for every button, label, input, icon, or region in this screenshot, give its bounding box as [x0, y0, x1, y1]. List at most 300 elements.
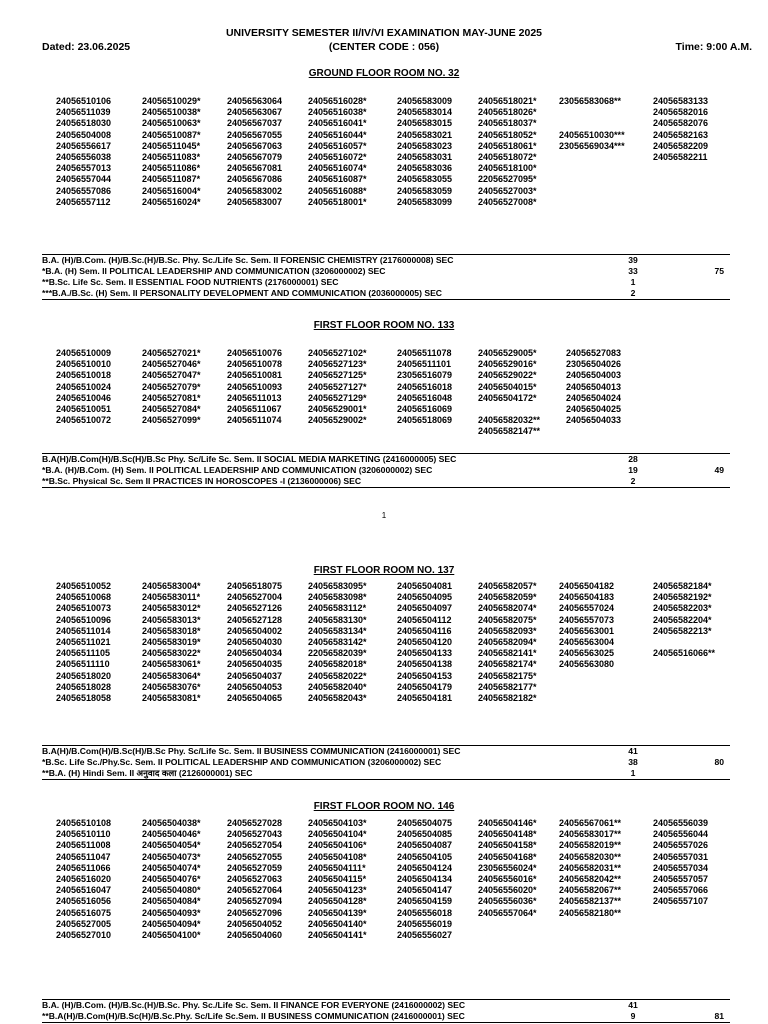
roll-column: [142, 581, 201, 704]
roll-number: 24056582184*: [653, 581, 712, 591]
roll-number: 24056504181: [397, 693, 453, 704]
roll-number: 24056504060: [227, 930, 283, 941]
roll-number: 24056527046*: [142, 359, 201, 370]
roll-number: 24056582192*: [653, 592, 712, 603]
roll-number: 24056510051: [56, 404, 112, 415]
roll-column: [559, 96, 625, 152]
roll-number: 24056527028: [227, 818, 283, 828]
roll-number: 24056556020*: [478, 885, 537, 896]
roll-number: 24056516020: [56, 874, 112, 885]
roll-number: 24056504147: [397, 885, 453, 896]
room-title: FIRST FLOOR ROOM NO. 133: [313, 320, 455, 331]
roll-number: 24056511045*: [142, 140, 201, 151]
roll-number: 24056582022*: [308, 670, 367, 681]
roll-number: 24056510096: [56, 614, 112, 625]
roll-number: 24056516038*: [308, 107, 367, 118]
roll-number: 24056510106: [56, 96, 112, 106]
roll-column: [308, 818, 367, 941]
roll-number: 24056504139*: [308, 907, 367, 918]
summary-row: [42, 1000, 730, 1011]
roll-number: 24056583011*: [142, 592, 201, 603]
roll-number: 24056582032**: [478, 415, 541, 426]
roll-number: 24056529002*: [308, 415, 367, 426]
center-code: (CENTER CODE : 056): [328, 41, 440, 53]
roll-number: 24056518061*: [478, 140, 537, 151]
roll-number: 24056504002: [227, 625, 283, 636]
roll-number: 24056516047: [56, 885, 112, 896]
roll-number: 24056563080: [559, 659, 615, 670]
roll-number: 24056527063: [227, 874, 283, 885]
roll-column: [397, 581, 452, 704]
paper-summary: [42, 999, 730, 1023]
roll-number: 24056582147**: [478, 426, 541, 437]
paper-count: 2: [630, 476, 636, 486]
roll-number: 24056583019*: [142, 637, 201, 648]
roll-number: 24056583023: [397, 140, 453, 151]
roll-column: [478, 96, 537, 208]
roll-number: 24056504179: [397, 681, 453, 692]
roll-column: [56, 348, 111, 426]
roll-number: 24056529016*: [478, 359, 537, 370]
roll-number: 24056504053: [227, 681, 283, 692]
roll-number: 24056557031: [653, 851, 709, 862]
roll-number: 24056510087*: [142, 129, 201, 140]
roll-number: 24056510052: [56, 581, 112, 591]
roll-number: 24056504084*: [142, 896, 201, 907]
roll-column: [566, 348, 621, 426]
roll-number: 24056557024: [559, 603, 615, 614]
roll-number: 24056582040*: [308, 681, 367, 692]
roll-number: 24056511074: [227, 415, 282, 426]
paper-label: **B.A. (H) Hindi Sem. II अनुवाद कला (2126000001) SEC: [42, 768, 253, 778]
roll-number: 24056563001: [559, 625, 615, 636]
roll-number: 24056504106*: [308, 840, 367, 851]
roll-number: 23056516079: [397, 370, 453, 381]
paper-label: B.A. (H)/B.Com. (H)/B.Sc.(H)/B.Sc. Phy. Sc./Life Sc. Sem. II FINANCE FOR EVERYONE (2416000002) SEC: [42, 1000, 466, 1010]
roll-number: 24056510010: [56, 359, 112, 370]
roll-number: 24056582076: [653, 118, 709, 129]
roll-column: [653, 818, 708, 908]
roll-number: 24056511066: [56, 862, 111, 873]
roll-number: 24056511008: [56, 840, 111, 851]
roll-number: [653, 637, 715, 648]
roll-number: 24056557112: [56, 196, 111, 207]
roll-number: 24056582163: [653, 129, 709, 140]
roll-number: 24056582043*: [308, 693, 367, 704]
roll-number: 24056510110: [56, 829, 111, 840]
paper-label: *B.A. (H)/B.Com. (H) Sem. II POLITICAL LEADERSHIP AND COMMUNICATION (3206000002) SEC: [42, 465, 433, 475]
roll-number: 24056504075: [397, 818, 453, 828]
roll-number: 24056516057*: [308, 140, 367, 151]
roll-number: 24056504168*: [478, 851, 537, 862]
paper-summary: [42, 453, 730, 488]
page-number: 1: [381, 511, 387, 520]
paper-label: *B.A. (H) Sem. II POLITICAL LEADERSHIP AND COMMUNICATION (3206000002) SEC: [42, 266, 386, 276]
roll-number: 24056516074*: [308, 163, 367, 174]
roll-column: [142, 818, 201, 941]
roll-number: 24056583064*: [142, 670, 201, 681]
roll-column: [478, 818, 537, 919]
roll-number: 23056569034***: [559, 140, 625, 151]
roll-number: 24056518030: [56, 118, 112, 129]
roll-number: 24056583099: [397, 196, 453, 207]
roll-number: 24056516041*: [308, 118, 367, 129]
roll-number: 24056504115*: [308, 874, 367, 885]
roll-number: 24056582141*: [478, 648, 537, 659]
roll-number: 24056527123*: [308, 359, 367, 370]
paper-label: **B.Sc. Physical Sc. Sem II PRACTICES IN HOROSCOPES -I (2136000006) SEC: [42, 476, 362, 486]
roll-number: 24056527128: [227, 614, 283, 625]
roll-number: 24056504128*: [308, 896, 367, 907]
summary-row: [42, 277, 730, 288]
paper-count: 1: [630, 277, 636, 287]
roll-number: 24056582209: [653, 140, 709, 151]
roll-number: 24056518058: [56, 693, 112, 704]
roll-number: 24056511021: [56, 637, 111, 648]
roll-column: [397, 348, 452, 426]
roll-column: [653, 581, 715, 659]
roll-number: 24056583061*: [142, 659, 201, 670]
roll-number: 24056583095*: [308, 581, 367, 591]
roll-number: 24056583134*: [308, 625, 367, 636]
roll-number: 24056516048: [397, 392, 453, 403]
roll-number: 24056583055: [397, 174, 453, 185]
roll-number: 24056583142*: [308, 637, 367, 648]
roll-number: 24056504085: [397, 829, 453, 840]
roll-number: 24056516024*: [142, 196, 201, 207]
roll-number: 24056527010: [56, 930, 112, 941]
roll-number: 24056516018: [397, 381, 453, 392]
roll-number: 24056583013*: [142, 614, 201, 625]
roll-number: 24056527079*: [142, 381, 201, 392]
roll-number: 24056583022*: [142, 648, 201, 659]
roll-number: 24056504148*: [478, 829, 537, 840]
roll-number: 24056510068: [56, 592, 112, 603]
roll-number: 24056557073: [559, 614, 615, 625]
roll-column: [308, 581, 367, 704]
roll-number: 24056567086: [227, 174, 283, 185]
roll-number: 24056504100*: [142, 930, 201, 941]
roll-number: 24056557107: [653, 896, 709, 907]
roll-number: 24056511014: [56, 625, 111, 636]
roll-number: 24056527083: [566, 348, 622, 358]
roll-number: [559, 118, 625, 129]
roll-number: 24056529022*: [478, 370, 537, 381]
roll-number: 24056527081*: [142, 392, 201, 403]
roll-number: [559, 107, 625, 118]
roll-number: 24056504076*: [142, 874, 201, 885]
roll-number: 24056556019: [397, 918, 453, 929]
roll-number: 24056583021: [397, 129, 453, 140]
summary-row: [42, 288, 730, 299]
roll-number: 24056510072: [56, 415, 112, 426]
roll-number: 24056511067: [227, 404, 282, 415]
roll-number: 24056563004: [559, 637, 615, 648]
roll-number: 24056583036: [397, 163, 453, 174]
roll-number: 24056582093*: [478, 625, 537, 636]
summary-row: [42, 476, 730, 487]
roll-number: 24056527102*: [308, 348, 367, 358]
roll-number: 24056504146*: [478, 818, 537, 828]
roll-number: 24056516004*: [142, 185, 201, 196]
roll-number: 22056527095*: [478, 174, 537, 185]
roll-number: 24056504037: [227, 670, 283, 681]
roll-number: 24056511087*: [142, 174, 201, 185]
summary-row: [42, 746, 730, 757]
roll-number: 24056516072*: [308, 152, 367, 163]
roll-number: 24056567061**: [559, 818, 622, 828]
roll-number: 24056518072*: [478, 152, 537, 163]
roll-number: 24056510073: [56, 603, 112, 614]
roll-column: [308, 96, 367, 208]
roll-number: 24056504108*: [308, 851, 367, 862]
roll-number: 24056557086: [56, 185, 112, 196]
roll-number: 24056583133: [653, 96, 709, 106]
paper-count: 38: [628, 757, 638, 767]
roll-number: 24056504095: [397, 592, 453, 603]
roll-number: 24056511105: [56, 648, 111, 659]
roll-number: 24056504034: [227, 648, 283, 659]
roll-number: 24056582137**: [559, 896, 622, 907]
roll-number: 24056582094*: [478, 637, 537, 648]
roll-number: 24056556039: [653, 818, 709, 828]
roll-column: [227, 581, 282, 704]
roll-number: 24056518100*: [478, 163, 537, 174]
roll-number: 24056582018*: [308, 659, 367, 670]
roll-number: 24056527003*: [478, 185, 537, 196]
roll-number: 24056557066: [653, 885, 709, 896]
roll-number: 24056504182: [559, 581, 615, 591]
roll-number: 24056527064: [227, 885, 283, 896]
roll-number: 24056504112: [397, 614, 452, 625]
paper-summary: [42, 745, 730, 780]
roll-number: 24056583015: [397, 118, 453, 129]
roll-number: 24056567037: [227, 118, 283, 129]
paper-label: **B.A(H)/B.Com(H)/B.Sc(H)/B.Sc.Phy. Sc/Life Sc.Sem. II BUSINESS COMMUNICATION (2416000001) SEC: [42, 1011, 465, 1021]
roll-number: 24056582182*: [478, 693, 537, 704]
time-label: Time: 9:00 A.M.: [675, 41, 752, 53]
roll-number: 24056504065: [227, 693, 283, 704]
paper-label: B.A(H)/B.Com(H)/B.Sc(H)/B.Sc Phy. Sc/Life Sc. Sem. II SOCIAL MEDIA MARKETING (2416000005) SEC: [42, 454, 457, 464]
roll-number: 24056504087: [397, 840, 453, 851]
paper-count: 19: [628, 465, 638, 475]
roll-number: 24056556036*: [478, 896, 537, 907]
roll-number: 24056557064*: [478, 907, 537, 918]
roll-number: 24056583014: [397, 107, 453, 118]
roll-number: 24056527125*: [308, 370, 367, 381]
roll-number: 24056516044*: [308, 129, 367, 140]
roll-column: [653, 96, 708, 163]
roll-number: 24056504074*: [142, 862, 201, 873]
roll-number: 24056504024: [566, 392, 622, 403]
roll-number: 24056510063*: [142, 118, 201, 129]
roll-number: 24056529005*: [478, 348, 537, 358]
roll-number: 24056582174*: [478, 659, 537, 670]
roll-number: 24056582177*: [478, 681, 537, 692]
roll-number: 24056516088*: [308, 185, 367, 196]
summary-row: [42, 1011, 730, 1022]
roll-number: [478, 404, 540, 415]
paper-label: B.A(H)/B.Com(H)/B.Sc(H)/B.Sc Phy. Sc/Life Sc. Sem. II BUSINESS COMMUNICATION (2416000001) SEC: [42, 746, 461, 756]
roll-number: 24056504081: [397, 581, 453, 591]
roll-number: 24056504140*: [308, 918, 367, 929]
roll-column: [142, 348, 201, 426]
roll-column: [478, 348, 540, 438]
roll-number: 24056504030: [227, 637, 283, 648]
roll-number: 24056511086*: [142, 163, 201, 174]
roll-number: 24056527126: [227, 603, 283, 614]
roll-number: 24056504172*: [478, 392, 537, 403]
roll-number: 24056510030***: [559, 129, 625, 140]
roll-number: 24056510009: [56, 348, 112, 358]
roll-number: 24056583076*: [142, 681, 201, 692]
roll-number: 24056504104*: [308, 829, 367, 840]
roll-number: 24056582213*: [653, 625, 712, 636]
room-title: FIRST FLOOR ROOM NO. 137: [313, 565, 455, 576]
roll-column: [559, 581, 614, 671]
roll-number: 24056583081*: [142, 693, 201, 704]
roll-number: 24056556027: [397, 930, 453, 941]
roll-number: 24056504080*: [142, 885, 201, 896]
roll-number: 24056527127*: [308, 381, 367, 392]
roll-number: 24056518069: [397, 415, 453, 426]
roll-number: 24056582204*: [653, 614, 712, 625]
roll-number: 24056567063: [227, 140, 283, 151]
roll-column: [56, 818, 111, 941]
roll-number: 24056527008*: [478, 196, 537, 207]
room-total: 49: [714, 465, 724, 475]
roll-number: 24056504134: [397, 874, 453, 885]
paper-summary: [42, 254, 730, 300]
roll-number: 24056583009: [397, 96, 453, 106]
roll-number: 24056556016*: [478, 874, 537, 885]
roll-number: 24056582211: [653, 152, 708, 163]
roll-number: 23056556024*: [478, 862, 537, 873]
roll-number: 24056504133: [397, 648, 453, 659]
roll-column: [227, 348, 282, 426]
roll-number: 24056504054*: [142, 840, 201, 851]
roll-number: 24056510076: [227, 348, 283, 358]
paper-count: 2: [630, 288, 636, 298]
roll-number: 24056557057: [653, 874, 709, 885]
roll-number: 24056504153: [397, 670, 453, 681]
roll-number: 24056583130*: [308, 614, 367, 625]
roll-number: 24056583017**: [559, 829, 622, 840]
paper-label: *B.Sc. Life Sc./Phy.Sc. Sem. II POLITICAL LEADERSHIP AND COMMUNICATION (3206000002) SEC: [42, 757, 442, 767]
paper-count: 41: [628, 746, 638, 756]
roll-number: 24056583098*: [308, 592, 367, 603]
roll-number: 24056504003: [566, 370, 622, 381]
roll-number: 24056518037*: [478, 118, 537, 129]
roll-number: 24056557044: [56, 174, 112, 185]
roll-number: 24056504159: [397, 896, 453, 907]
roll-number: 24056518001*: [308, 196, 367, 207]
paper-count: 39: [628, 255, 638, 265]
roll-number: 24056527129*: [308, 392, 367, 403]
roll-number: 24056510038*: [142, 107, 201, 118]
roll-number: 24056518021*: [478, 96, 537, 106]
roll-number: 24056527043: [227, 829, 283, 840]
roll-number: 24056510018: [56, 370, 112, 381]
roll-number: 24056557034: [653, 862, 709, 873]
roll-number: 24056582175*: [478, 670, 537, 681]
roll-number: 24056556018: [397, 907, 453, 918]
roll-number: 24056504183: [559, 592, 615, 603]
roll-number: 24056511083*: [142, 152, 201, 163]
roll-number: 24056582016: [653, 107, 709, 118]
roll-number: 24056567081: [227, 163, 283, 174]
paper-count: 9: [630, 1011, 636, 1021]
roll-number: 24056567079: [227, 152, 283, 163]
roll-number: 24056583059: [397, 185, 453, 196]
roll-number: 24056518075: [227, 581, 283, 591]
roll-number: 24056518052*: [478, 129, 537, 140]
roll-number: 24056583018*: [142, 625, 201, 636]
roll-number: 24056583012*: [142, 603, 201, 614]
roll-number: 24056582074*: [478, 603, 537, 614]
roll-number: 23056504026: [566, 359, 622, 370]
roll-number: 24056504111*: [308, 862, 366, 873]
roll-number: 24056504035: [227, 659, 283, 670]
roll-number: 24056504025: [566, 404, 622, 415]
roll-number: 24056511039: [56, 107, 111, 118]
paper-count: 33: [628, 266, 638, 276]
roll-number: 24056516056: [56, 896, 112, 907]
roll-number: 24056518028: [56, 681, 112, 692]
roll-number: 24056511047: [56, 851, 111, 862]
roll-number: 24056582059*: [478, 592, 537, 603]
paper-label: B.A. (H)/B.Com. (H)/B.Sc.(H)/B.Sc. Phy. Sc./Life Sc. Sem. II FORENSIC CHEMISTRY (2176000008) SEC: [42, 255, 454, 265]
roll-column: [397, 818, 452, 941]
summary-row: [42, 255, 730, 266]
roll-number: 24056556044: [653, 829, 709, 840]
roll-number: 24056567055: [227, 129, 283, 140]
roll-number: 24056511013: [227, 392, 282, 403]
room-total: 80: [714, 757, 724, 767]
roll-number: 24056504033: [566, 415, 622, 426]
roll-column: [308, 348, 367, 426]
roll-number: 24056504105: [397, 851, 453, 862]
summary-row: [42, 465, 730, 476]
roll-number: 24056527096: [227, 907, 283, 918]
summary-row: [42, 266, 730, 277]
roll-number: 24056511078: [397, 348, 452, 358]
roll-number: 24056510108: [56, 818, 112, 828]
roll-number: 24056582075*: [478, 614, 537, 625]
roll-number: 24056504093*: [142, 907, 201, 918]
roll-number: 24056518020: [56, 670, 112, 681]
roll-number: 24056556617: [56, 140, 112, 151]
roll-number: 24056516028*: [308, 96, 367, 106]
roll-number: 24056510081: [227, 370, 283, 381]
roll-number: 24056504094*: [142, 918, 201, 929]
roll-number: 24056504073*: [142, 851, 201, 862]
roll-number: 24056504116: [397, 625, 452, 636]
roll-column: [559, 818, 621, 919]
room-total: 75: [714, 266, 724, 276]
roll-number: 24056504013: [566, 381, 622, 392]
room-title: GROUND FLOOR ROOM NO. 32: [308, 68, 460, 79]
roll-number: 24056527099*: [142, 415, 201, 426]
roll-number: 24056504158*: [478, 840, 537, 851]
roll-column: [227, 96, 282, 208]
roll-number: 24056529001*: [308, 404, 367, 415]
paper-label: **B.Sc. Life Sc. Sem. II ESSENTIAL FOOD NUTRIENTS (2176000001) SEC: [42, 277, 339, 287]
roll-number: 24056563064: [227, 96, 283, 106]
paper-count: 28: [628, 454, 638, 464]
roll-number: 24056582019**: [559, 840, 622, 851]
roll-number: 24056557013: [56, 163, 112, 174]
